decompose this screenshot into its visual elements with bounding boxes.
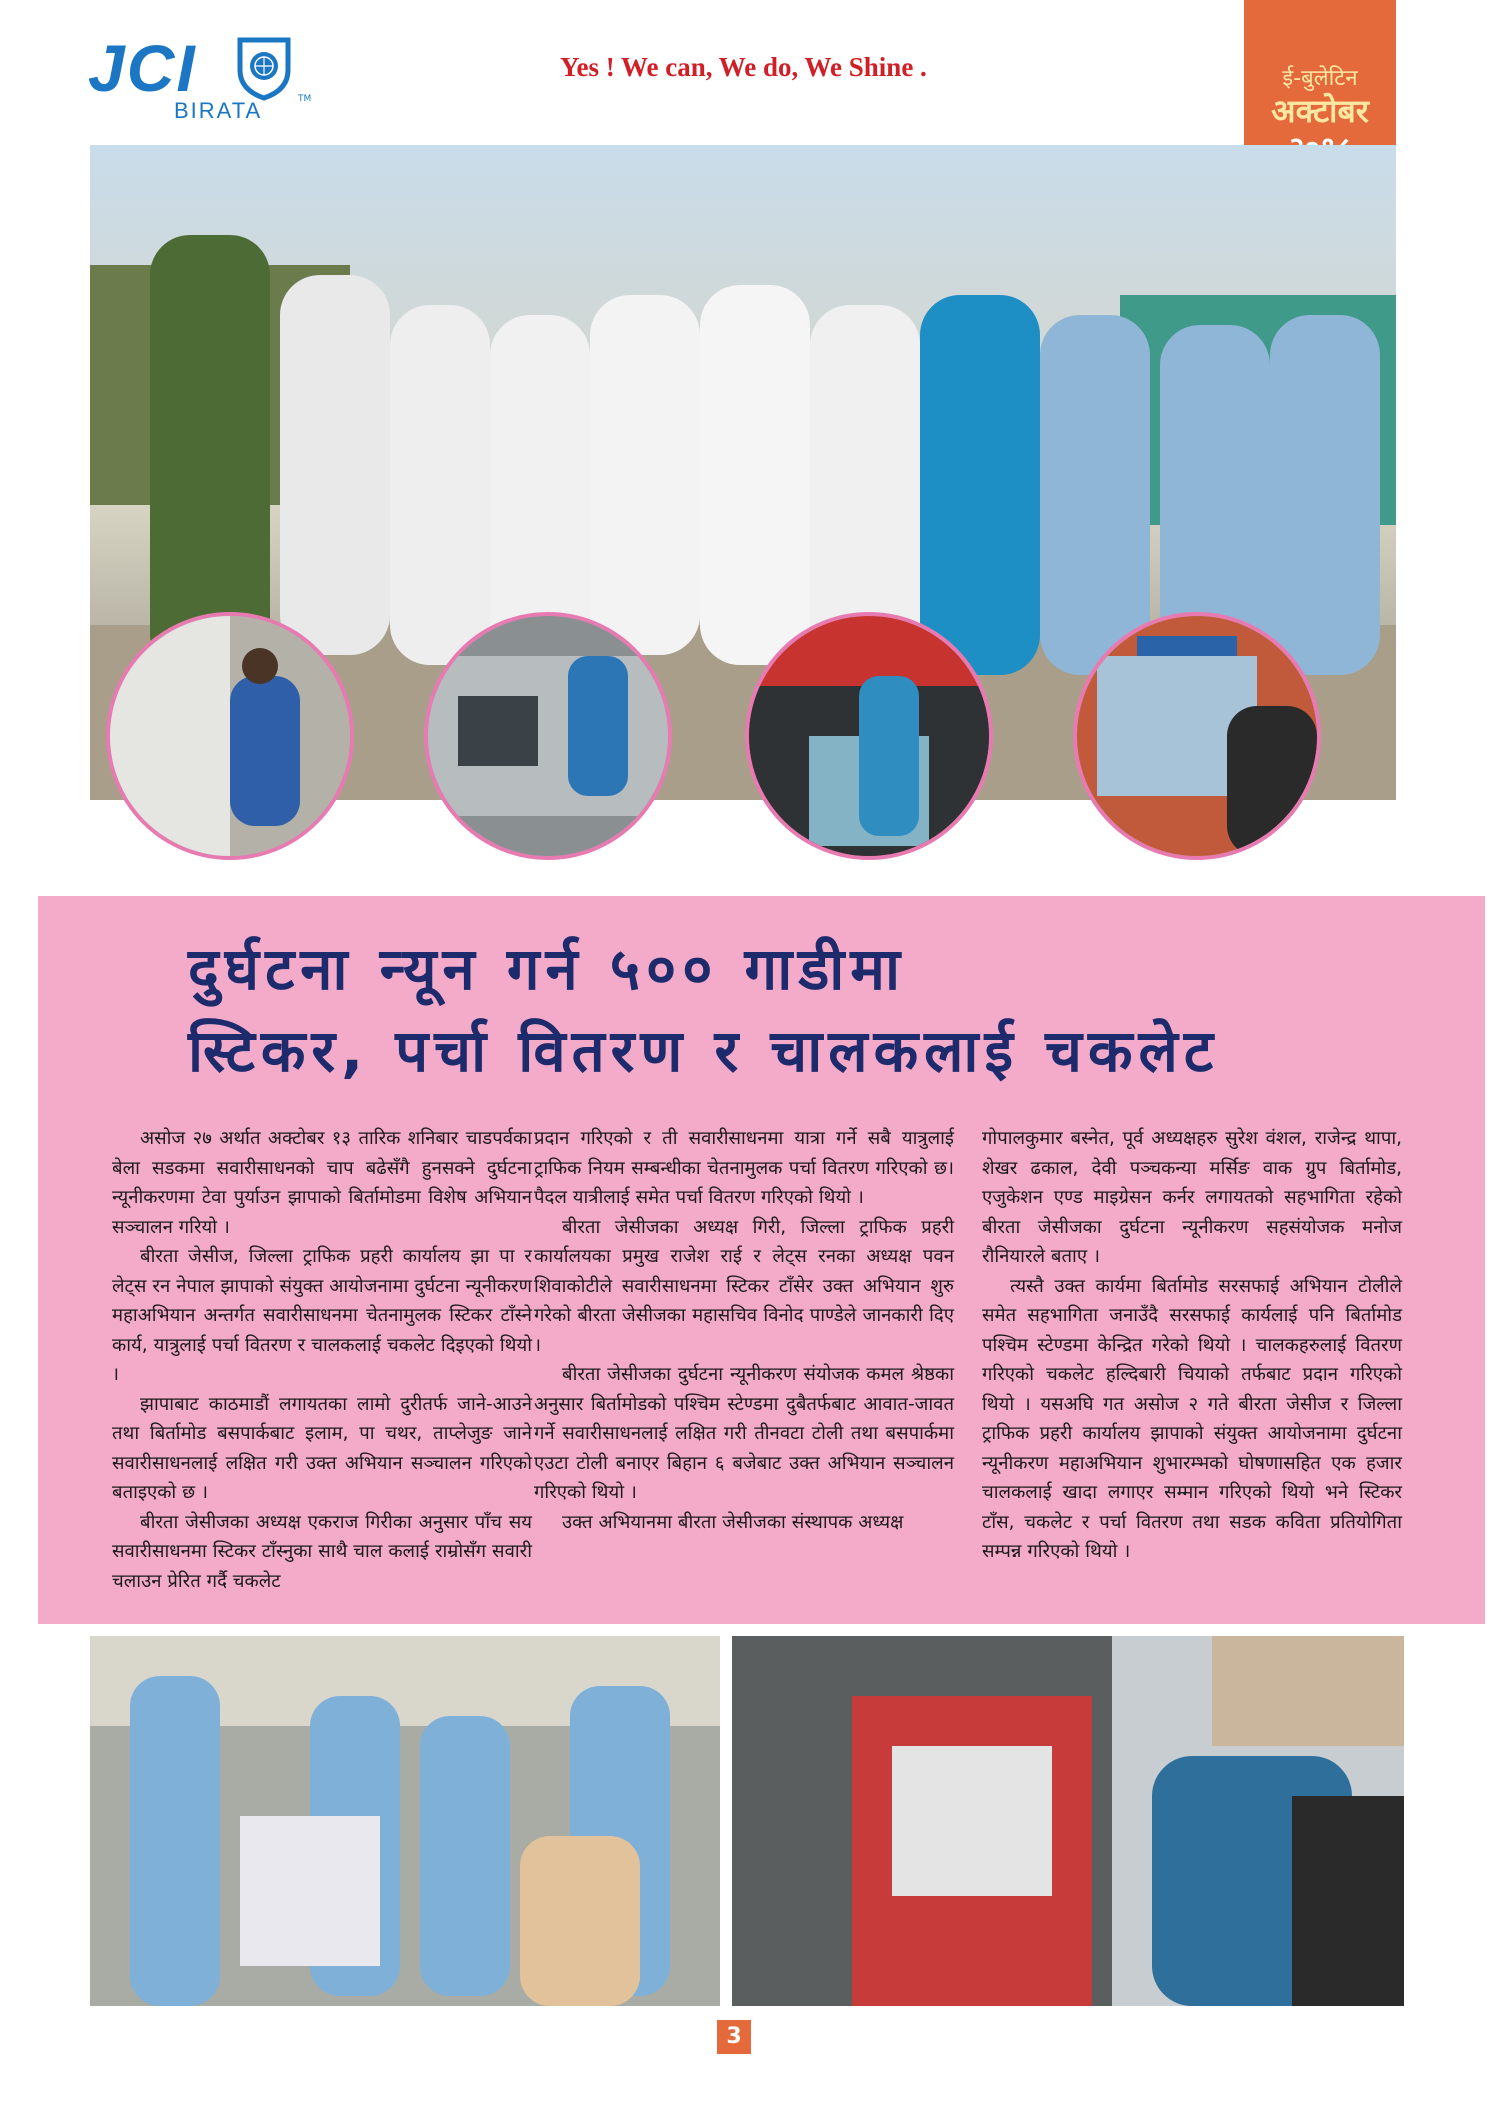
paragraph: बीरता जेसीजका अध्यक्ष एकराज गिरीका अनुसार पाँच सय सवारीसाधनमा स्टिकर टाँस्नुका साथै चाल कलाई राम्रोसँग सवारी चलाउन प्रेरित गर्दै चकलेट: [112, 1511, 532, 1592]
trademark: TM: [298, 94, 312, 104]
bulletin-label: ई-बुलेटिन: [1282, 66, 1358, 91]
logo-text: JCI: [88, 31, 197, 105]
paragraph: उक्त अभियानमा बीरता जेसीजका संस्थापक अध्यक्ष: [562, 1511, 904, 1533]
article-column-3: [982, 1124, 1402, 1567]
inset-photo-3: [745, 612, 993, 860]
article-column-2: [534, 1124, 954, 1537]
paragraph: प्रदान गरिएको र ती सवारीसाधनमा यात्रा गर्ने सबै यात्रुलाई ट्राफिक नियम सम्बन्धीका चेतनामुलक पर्चा वितरण गरिएको छ। पैदल यात्रीलाई समेत पर्चा वितरण गरिएको थियो ।: [534, 1128, 954, 1208]
slogan: Yes ! We can, We do, We Shine .: [560, 52, 927, 82]
article-title: [188, 928, 1388, 1092]
article-title-line-2: स्टिकर, पर्चा वितरण र चालकलाई चकलेट: [188, 1017, 1220, 1085]
paragraph: असोज २७ अर्थात अक्टोबर १३ तारिक शनिबार चाडपर्वका बेला सडकमा सवारीसाधनको चाप बढेसँगै हुनसक्ने दुर्घटना न्यूनीकरणमा टेवा पुर्याउन झापाको बिर्तामोडमा विशेष अभियान सञ्चालन गरियो ।: [112, 1128, 532, 1238]
logo-subtext: BIRATA: [174, 98, 263, 123]
inset-photo-1: [106, 612, 354, 860]
paragraph: बीरता जेसीजका दुर्घटना न्यूनीकरण संयोजक कमल श्रेष्ठका अनुसार बिर्तामोडको पश्चिम स्टेण्डमा दुबैतर्फबाट आवात-जावत गर्ने सवारीसाधनलाई लक्षित गरी तीनवटा टोली तथा बसपार्कमा एउटा टोली बनाएर बिहान ६ बजेबाट उक्त अभियान सञ्चालन गरिएको थियो ।: [534, 1364, 954, 1503]
paragraph: त्यस्तै उक्त कार्यमा बिर्तामोड सरसफाई अभियान टोलीले समेत सहभागिता जनाउँदै सरसफाई कार्यलाई पनि बिर्तामोड पश्चिम स्टेण्डमा केन्द्रित गरेको थियो । चालकहरुलाई वितरण गरिएको चकलेट हल्दिबारी चियाको तर्फबाट प्रदान गरिएको थियो । यसअघि गत असोज २ गते बीरता जेसीज र जिल्ला ट्राफिक प्रहरी कार्यालय झापाको संयुक्त आयोजनामा दुर्घटना न्यूनीकरण महाअभियान शुभारम्भको घोषणासहित एक हजार चालकलाई खादा लगाएर सम्मान गरिएको थियो भने स्टिकर टाँस, चकलेट र पर्चा वितरण तथा सडक कविता प्रतियोगिता सम्पन्न गरिएको थियो ।: [982, 1275, 1402, 1562]
article-panel: [38, 896, 1485, 1624]
inset-photo-4: [1073, 612, 1321, 860]
page-number: 3: [717, 2020, 751, 2054]
paragraph: झापाबाट काठमाडौं लगायतका लामो दुरीतर्फ जाने-आउने तथा बिर्तामोड बसपार्कबाट इलाम, पा चथर, ताप्लेजुङ जाने सवारीसाधनलाई लक्षित गरी उक्त अभियान सञ्चालन गरिएको बताइएको छ ।: [112, 1393, 532, 1503]
article-column-1: [112, 1124, 532, 1596]
police-distribution-photo: [90, 1636, 720, 2006]
paragraph: बीरता जेसीजका अध्यक्ष गिरी, जिल्ला ट्राफिक प्रहरी कार्यालयका प्रमुख राजेश राई र लेट्स रनका अध्यक्ष पवन शिवाकोटीले सवारीसाधनमा स्टिकर टाँसेर उक्त अभियान शुरु गरेको बीरता जेसीजका महासचिव विनोद पाण्डेले जानकारी दिए ।: [534, 1216, 954, 1356]
inset-photo-2: [424, 612, 672, 860]
sticker-on-vehicle-photo: [732, 1636, 1404, 2006]
edition-month: अक्टोबर: [1271, 92, 1369, 130]
paragraph: गोपालकुमार बस्नेत, पूर्व अध्यक्षहरु सुरेश वंशल, राजेन्द्र थापा, शेखर ढकाल, देवी पञ्चकन्या मर्सिङ वाक ग्रुप बिर्तामोड, एजुकेशन एण्ड माइग्रेसन कर्नर लगायतको सहभागिता रहेको बीरता जेसीजका दुर्घटना न्यूनीकरण सहसंयोजक मनोज रौनियारले बताए ।: [982, 1128, 1402, 1267]
shield-icon: [236, 36, 292, 102]
paragraph: बीरता जेसीज, जिल्ला ट्राफिक प्रहरी कार्यालय झा पा र लेट्स रन नेपाल झापाको संयुक्त आयोजनामा दुर्घटना न्यूनीकरण महाअभियान अन्तर्गत सवारीसाधनमा चेतनामुलक स्टिकर टाँस्ने कार्य, यात्रुलाई पर्चा वितरण र चालकलाई चकलेट दिइएको थियो ।: [112, 1246, 532, 1385]
article-title-line-1: दुर्घटना न्यून गर्न ५०० गाडीमा: [188, 935, 906, 1003]
jci-logo: [88, 30, 318, 130]
